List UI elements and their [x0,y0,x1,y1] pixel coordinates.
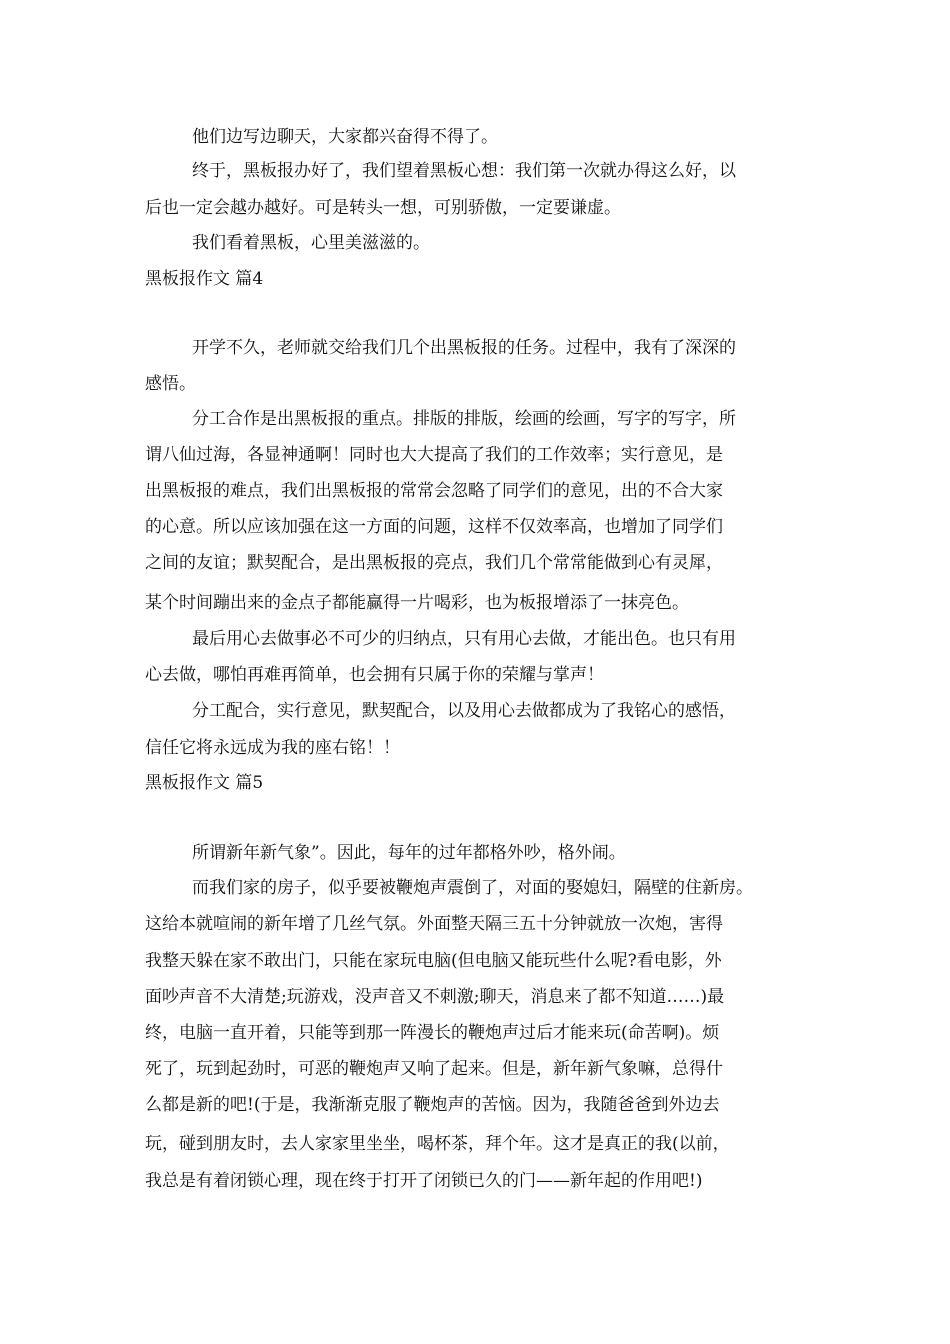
paragraph-line: 面吵声音不大清楚;玩游戏，没声音又不刺激;聊天，消息来了都不知道……)最 [145,987,725,1007]
paragraph-line: 心去做，哪怕再难再简单，也会拥有只属于你的荣耀与掌声！ [145,665,604,685]
paragraph-line: 之间的友谊；默契配合，是出黑板报的亮点，我们几个常常能做到心有灵犀， [145,553,723,573]
paragraph-line: 他们边写边聊天，大家都兴奋得不得了。 [192,127,498,147]
paragraph-line: 终，电脑一直开着，只能等到那一阵漫长的鞭炮声过后才能来玩(命苦啊)。烦 [145,1023,720,1043]
paragraph-line: 最后用心去做事必不可少的归纳点，只有用心去做，才能出色。也只有用 [192,629,736,649]
paragraph-line: 我总是有着闭锁心理，现在终于打开了闭锁已久的门——新年起的作用吧!) [145,1171,703,1191]
paragraph-line: 终于，黑板报办好了，我们望着黑板心想：我们第一次就办得这么好，以 [192,161,736,181]
paragraph-line: 玩，碰到朋友时，去人家家里坐坐，喝杯茶，拜个年。这才是真正的我(以前， [145,1134,730,1154]
paragraph-line: 所谓新年新气象”。因此，每年的过年都格外吵，格外闹。 [192,843,626,863]
paragraph-line: 分工配合，实行意见，默契配合，以及用心去做都成为了我铭心的感悟， [192,701,736,721]
section-heading: 黑板报作文 篇4 [145,269,264,289]
paragraph-line: 的心意。所以应该加强在这一方面的问题，这样不仅效率高，也增加了同学们 [145,517,723,537]
paragraph-line: 信任它将永远成为我的座右铭！！ [145,738,400,758]
paragraph-line: 开学不久，老师就交给我们几个出黑板报的任务。过程中，我有了深深的 [192,338,736,358]
paragraph-line: 我整天躲在家不敢出门，只能在家玩电脑(但电脑又能玩些什么呢?看电影，外 [145,951,722,971]
paragraph-line: 死了，玩到起劲时，可恶的鞭炮声又响了起来。但是，新年新气象嘛，总得什 [145,1059,723,1079]
paragraph-line: 出黑板报的难点，我们出黑板报的常常会忽略了同学们的意见，出的不合大家 [145,481,723,501]
paragraph-line: 感悟。 [145,374,196,394]
section-heading: 黑板报作文 篇5 [145,773,264,793]
paragraph-line: 后也一定会越办越好。可是转头一想，可别骄傲，一定要谦虚。 [145,198,621,218]
paragraph-line: 我们看着黑板，心里美滋滋的。 [192,233,430,253]
paragraph-line: 分工合作是出黑板报的重点。排版的排版，绘画的绘画，写字的写字，所 [192,409,736,429]
paragraph-line: 么都是新的吧!(于是，我渐渐克服了鞭炮声的苦恼。因为，我随爸爸到外边去 [145,1095,720,1115]
paragraph-line: 这给本就喧闹的新年增了几丝气氛。外面整天隔三五十分钟就放一次炮，害得 [145,914,723,934]
paragraph-line: 谓八仙过海，各显神通啊！同时也大大提高了我们的工作效率；实行意见，是 [145,445,723,465]
paragraph-line: 而我们家的房子，似乎要被鞭炮声震倒了，对面的娶媳妇，隔壁的住新房。 [192,878,753,898]
paragraph-line: 某个时间蹦出来的金点子都能赢得一片喝彩，也为板报增添了一抹亮色。 [145,593,689,613]
